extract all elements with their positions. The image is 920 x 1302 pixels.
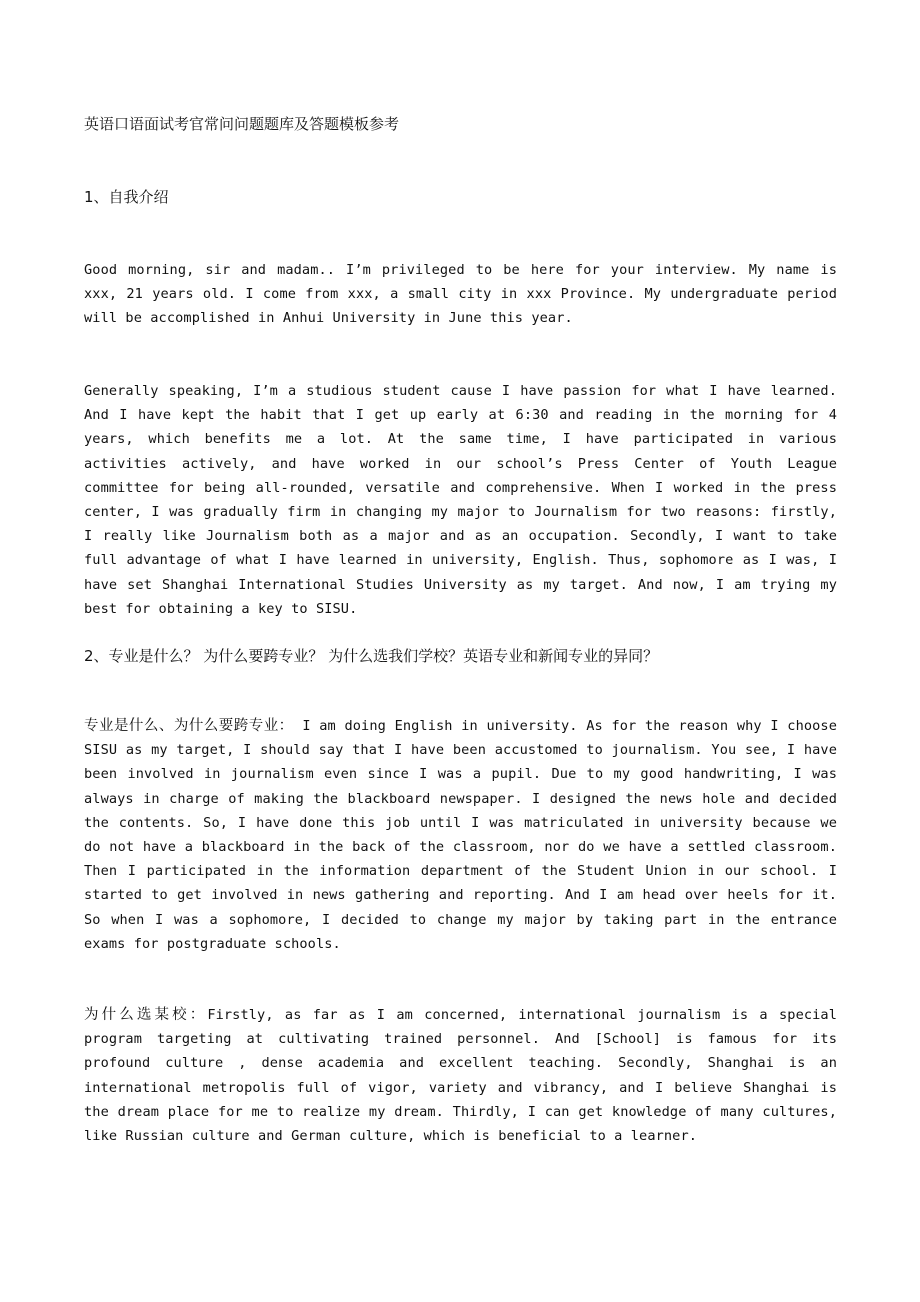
major-answer-lead: 专业是什么、为什么要跨专业： [84,718,294,734]
section-heading-self-introduction: 1、自我介绍 [84,188,169,206]
major-answer-text: I am doing English in university. As for the reason why I choose SISU as my target, I should say that I have been accustomed to journalism. You see, I have been involved in journalism even since I was a pupil. Due to my good handwriting, I was always in charge of making the blackboard newspaper. I designed the news hole and decided the contents. So, I have done this job until I was matriculated in university because we do not have a blackboard in the back of the classroom, nor do we have a settled classroom. Then I participated in the information department of the Student Union in our school. I started to get involved in news gathering and reporting. And I am head over heels for it. So when I was a sophomore, I decided to change my major by taking part in the entrance exams for postgraduate schools. [84,718,837,952]
school-choice-text: Firstly, as far as I am concerned, international journalism is a special program targeting at cultivating trained personnel. And [School] is famous for its profound culture , dense academia and excellent teaching. Secondly, Shanghai is an international metropolis full of vigor, variety and vibrancy, and I believe Shanghai is the dream place for me to realize my dream. Thirdly, I can get knowledge of many cultures, like Russian culture and German culture, which is beneficial to a learner. [84,1007,837,1145]
self-introduction-paragraph-2: Generally speaking, I’m a studious student cause I have passion for what I have learned. And I have kept the habit that I get up early at 6:30 and reading in the morning for 4 years, which benefits me a lot. At the same time, I have participated in various activities actively, and have worked in our school’s Press Center of Youth League committee for being all-rounded, versatile and comprehensive. When I worked in the press center, I was gradually firm in changing my major to Journalism for two reasons: firstly, I really like Journalism both as a major and as an occupation. Secondly, I want to take full advantage of what I have learned in university, English. Thus, sophomore as I was, I have set Shanghai International Studies University as my target. And now, I am trying my best for obtaining a key to SISU. [84,383,837,617]
school-choice-lead: 为什么选某校： [84,1007,208,1023]
document-title: 英语口语面试考官常问问题题库及答题模板参考 [84,115,400,133]
school-choice-paragraph [84,1003,837,1148]
self-introduction-paragraph-1: Good morning, sir and madam.. I’m privileged to be here for your interview. My name is xxx, 21 years old. I come from xxx, a small city in xxx Province. My undergraduate period will be accomplished in Anhui University in June this year. [84,262,837,327]
section-heading-major-questions: 2、专业是什么？ 为什么要跨专业？ 为什么选我们学校？英语专业和新闻专业的异同？ [84,647,659,665]
major-answer-paragraph [84,714,837,956]
